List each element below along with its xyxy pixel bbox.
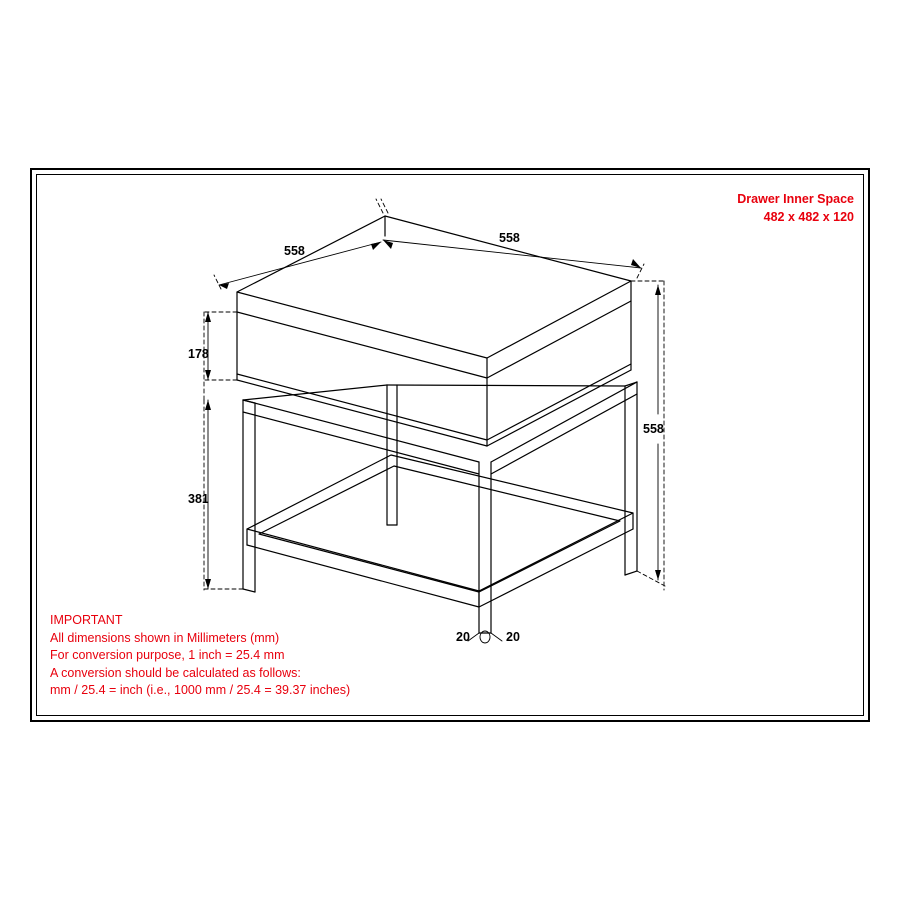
important-note-heading: IMPORTANT xyxy=(50,613,123,627)
drawer-inner-space-title: Drawer Inner Space xyxy=(737,192,854,206)
drawer-inner-space-note xyxy=(737,191,854,226)
important-note-line-2: For conversion purpose, 1 inch = 25.4 mm xyxy=(50,648,285,662)
important-note-line-4: mm / 25.4 = inch (i.e., 1000 mm / 25.4 = 39.37 inches) xyxy=(50,683,351,697)
dimension-top-left-width: 558 xyxy=(284,244,305,258)
dimension-overall-height: 558 xyxy=(643,422,664,436)
important-note-line-3: A conversion should be calculated as follows: xyxy=(50,665,301,680)
drawer-inner-space-value: 482 x 482 x 120 xyxy=(763,209,854,224)
important-note-line-1: All dimensions shown in Millimeters (mm) xyxy=(50,630,280,645)
dimension-leg-thickness-left: 20 xyxy=(456,630,470,644)
dimension-top-right-width: 558 xyxy=(499,231,520,245)
dimension-leg-thickness-right: 20 xyxy=(506,630,520,644)
dimension-drawer-height: 178 xyxy=(188,347,209,361)
dimension-leg-height: 381 xyxy=(188,492,209,506)
important-note xyxy=(50,612,350,700)
